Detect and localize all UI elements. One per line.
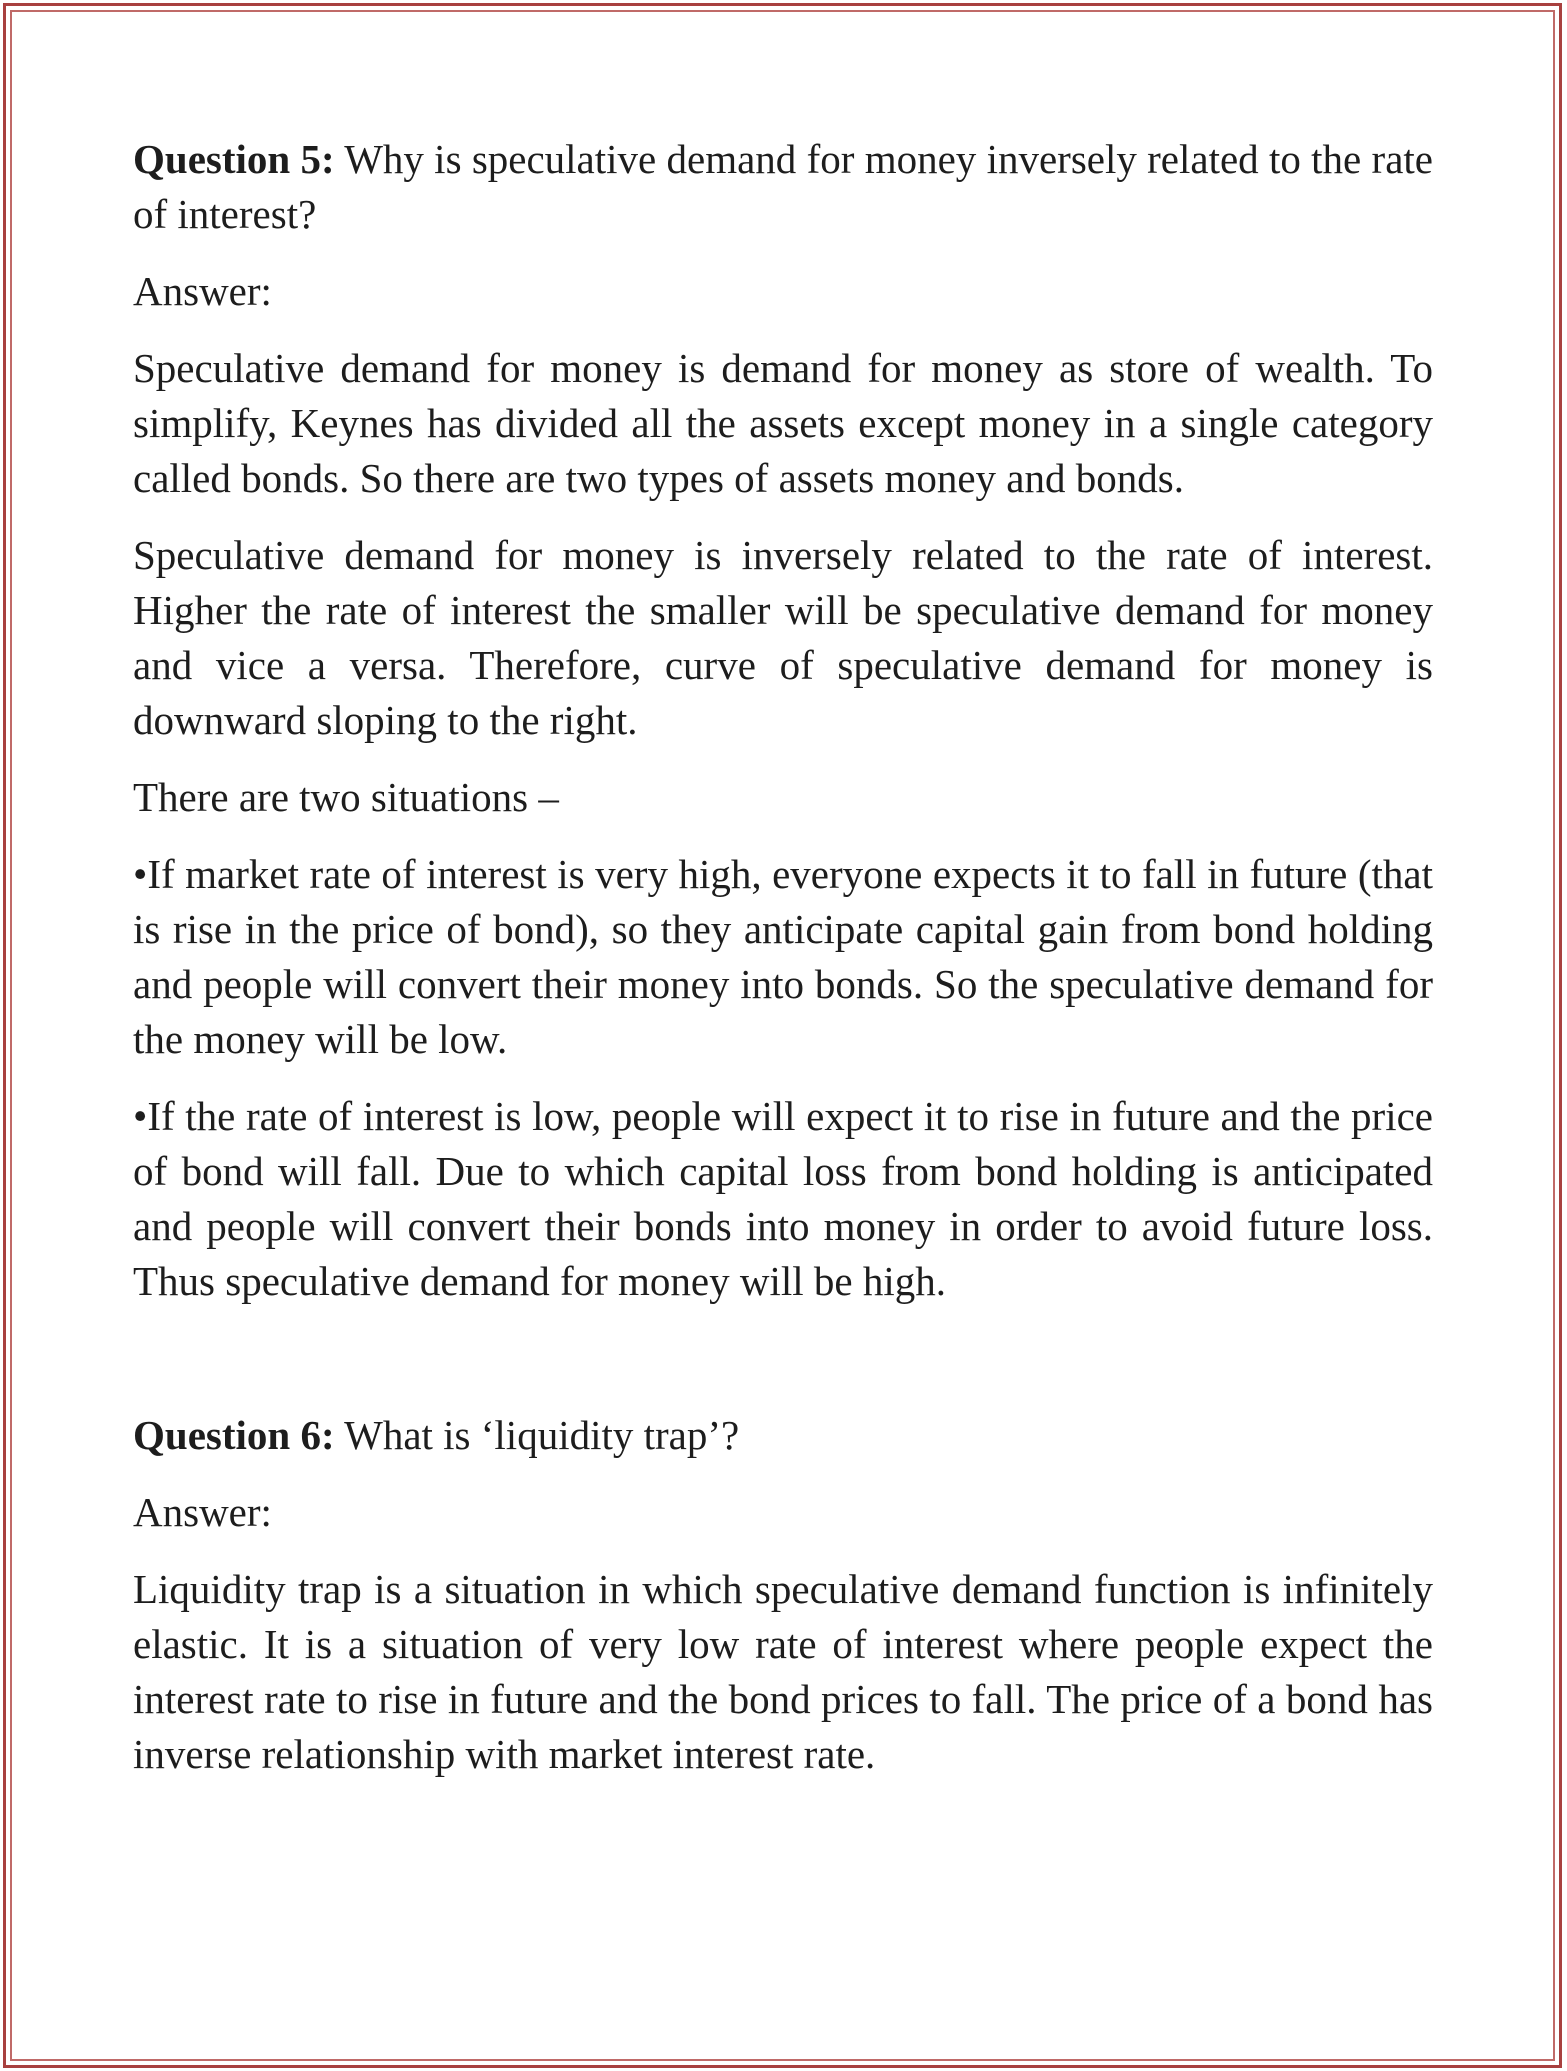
question-6-label: Question 6: xyxy=(133,1412,335,1458)
question-5-label: Question 5: xyxy=(133,136,335,182)
question-6-text: What is ‘liquidity trap’? xyxy=(334,1412,740,1458)
question-6-answer-label: Answer: xyxy=(133,1489,272,1535)
question-5-paragraph-2: Speculative demand for money is inversely related to the rate of interest. Higher the rate of interest the smaller will be speculative demand for money and vice a versa. Therefore, curve of speculative demand for money is downward sloping to the right. xyxy=(133,532,1433,743)
section-gap xyxy=(133,1331,1433,1408)
question-5-paragraph-1: Speculative demand for money is demand for money as store of wealth. To simplify, Keynes has divided all the assets except money in a single category called bonds. So there are two types of assets money and bonds. xyxy=(133,345,1433,501)
question-5-answer-label: Answer: xyxy=(133,268,272,314)
question-6-section xyxy=(133,1408,1433,1782)
question-5-heading xyxy=(133,132,1433,242)
question-6-heading xyxy=(133,1408,1433,1463)
question-5-text: Why is speculative demand for money inversely related to the rate of interest? xyxy=(133,136,1433,237)
question-5-bullet-2: •If the rate of interest is low, people will expect it to rise in future and the price of bond will fall. Due to which capital loss from bond holding is anticipated and people will convert their bonds into money in order to avoid future loss. Thus speculative demand for money will be high. xyxy=(133,1093,1433,1304)
question-5-paragraph-3: There are two situations – xyxy=(133,774,559,820)
document-body xyxy=(133,132,1433,1804)
question-6-paragraph-1: Liquidity trap is a situation in which speculative demand function is infinitely elastic. It is a situation of very low rate of interest where people expect the interest rate to rise in future and the bond prices to fall. The price of a bond has inverse relationship with market interest rate. xyxy=(133,1566,1433,1777)
question-5-section xyxy=(133,132,1433,1309)
question-5-bullet-1: •If market rate of interest is very high, everyone expects it to fall in future (that is rise in the price of bond), so they anticipate capital gain from bond holding and people will convert their money into bonds. So the speculative demand for the money will be low. xyxy=(133,851,1433,1062)
